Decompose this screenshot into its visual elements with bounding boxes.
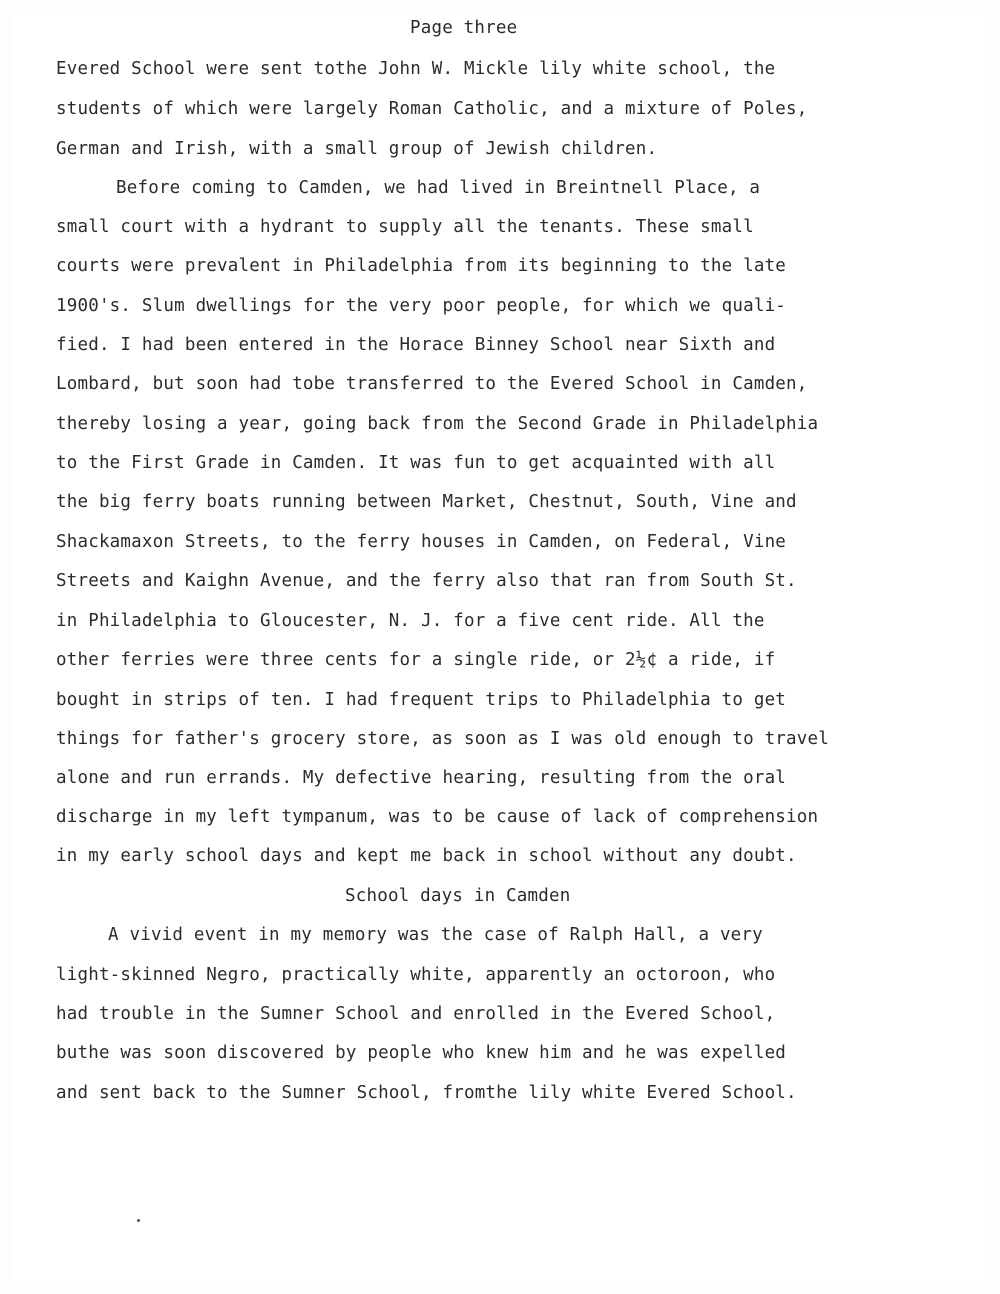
text-line: in my early school days and kept me back in school without any doubt. — [56, 846, 797, 866]
text-line: discharge in my left tympanum, was to be cause of lack of comprehension — [56, 807, 819, 827]
text-line: other ferries were three cents for a single ride, or 2½¢ a ride, if — [56, 650, 776, 670]
text-line: and sent back to the Sumner School, fromthe lily white Evered School. — [56, 1083, 797, 1103]
text-line: fied. I had been entered in the Horace Binney School near Sixth and — [56, 335, 776, 355]
text-line: thereby losing a year, going back from the Second Grade in Philadelphia — [56, 414, 819, 434]
text-line: Evered School were sent tothe John W. Mickle lily white school, the — [56, 59, 776, 79]
text-line: German and Irish, with a small group of Jewish children. — [56, 139, 658, 159]
text-line: Streets and Kaighn Avenue, and the ferry also that ran from South St. — [56, 571, 797, 591]
text-line: to the First Grade in Camden. It was fun to get acquainted with all — [56, 453, 776, 473]
text-line: things for father's grocery store, as soon as I was old enough to travel — [56, 729, 829, 749]
text-line: Shackamaxon Streets, to the ferry houses in Camden, on Federal, Vine — [56, 532, 787, 552]
text-line: alone and run errands. My defective hearing, resulting from the oral — [56, 768, 787, 788]
text-line: students of which were largely Roman Catholic, and a mixture of Poles, — [56, 99, 808, 119]
text-line: bought in strips of ten. I had frequent trips to Philadelphia to get — [56, 690, 787, 710]
text-line: light-skinned Negro, practically white, apparently an octoroon, who — [56, 965, 776, 985]
text-line: 1900's. Slum dwellings for the very poor people, for which we quali- — [56, 296, 787, 316]
text-line: Lombard, but soon had tobe transferred to the Evered School in Camden, — [56, 374, 808, 394]
text-line: in Philadelphia to Gloucester, N. J. for a five cent ride. All the — [56, 611, 765, 631]
text-line: buthe was soon discovered by people who knew him and he was expelled — [56, 1043, 787, 1063]
page-number: Page three — [410, 18, 518, 38]
text-line: courts were prevalent in Philadelphia from its beginning to the late — [56, 256, 787, 276]
text-line: the big ferry boats running between Market, Chestnut, South, Vine and — [56, 492, 797, 512]
ink-speck — [137, 1219, 140, 1222]
text-line: had trouble in the Sumner School and enrolled in the Evered School, — [56, 1004, 776, 1024]
section-heading: School days in Camden — [345, 886, 571, 906]
paragraph-first-line: Before coming to Camden, we had lived in Breintnell Place, a — [116, 178, 761, 198]
paragraph-first-line: A vivid event in my memory was the case of Ralph Hall, a very — [108, 925, 763, 945]
text-line: small court with a hydrant to supply all the tenants. These small — [56, 217, 754, 237]
